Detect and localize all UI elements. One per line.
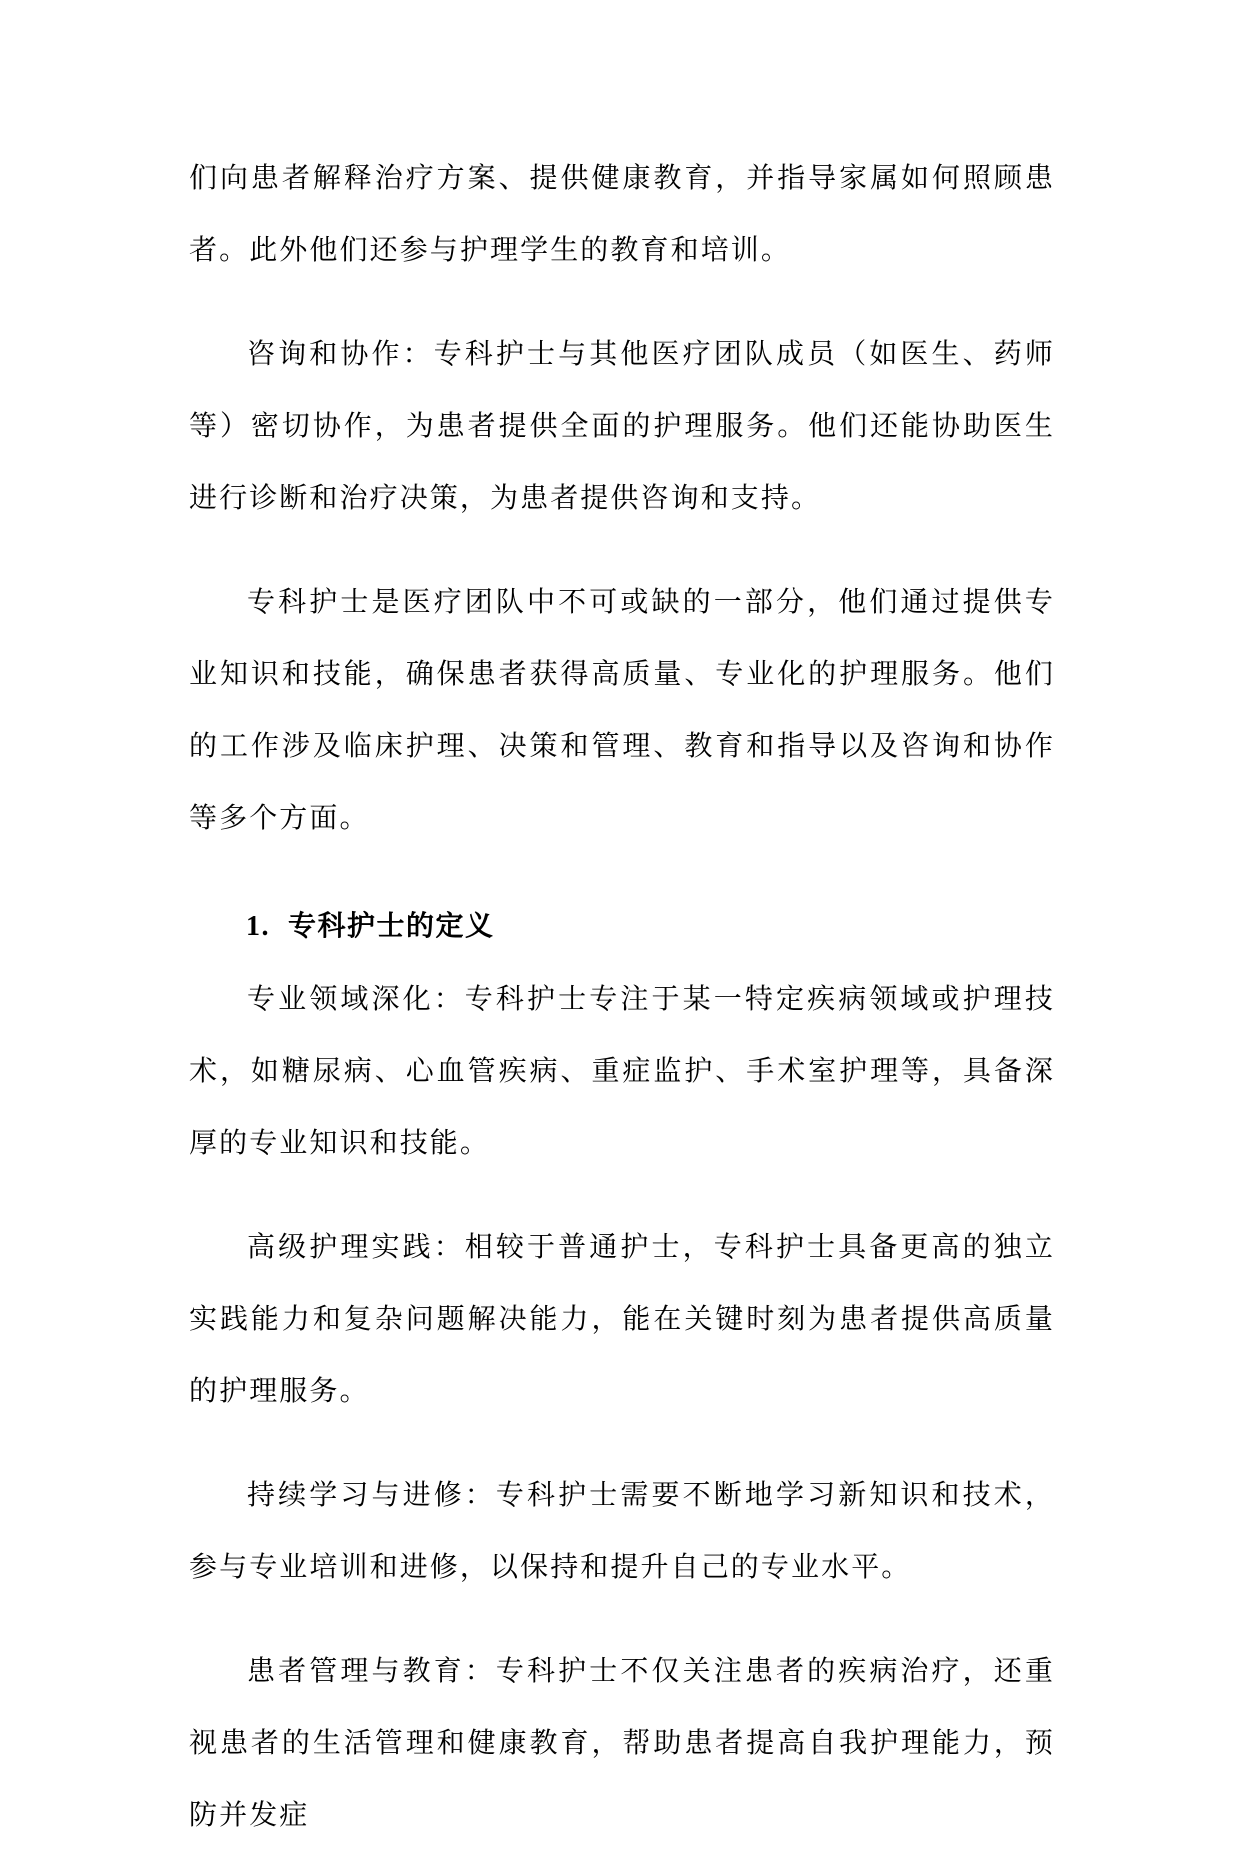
section-number: 1. bbox=[246, 911, 270, 942]
paragraph-continuation: 们向患者解释治疗方案、提供健康教育，并指导家属如何照顾患者。此外他们还参与护理学生的教育和培训。 bbox=[189, 161, 1055, 266]
section-heading bbox=[189, 890, 1055, 963]
paragraph-patient-management: 患者管理与教育：专科护士不仅关注患者的疾病治疗，还重视患者的生活管理和健康教育，帮助患者提高自我护理能力，预防并发症 bbox=[189, 1654, 1055, 1831]
paragraph-summary: 专科护士是医疗团队中不可或缺的一部分，他们通过提供专业知识和技能，确保患者获得高质量、专业化的护理服务。他们的工作涉及临床护理、决策和管理、教育和指导以及咨询和协作等多个方面。 bbox=[189, 585, 1055, 834]
section-title: 专科护士的定义 bbox=[288, 909, 495, 942]
paragraph-specialization: 专业领域深化：专科护士专注于某一特定疾病领域或护理技术，如糖尿病、心血管疾病、重症监护、手术室护理等，具备深厚的专业知识和技能。 bbox=[189, 982, 1055, 1159]
paragraph-continuing-education: 持续学习与进修：专科护士需要不断地学习新知识和技术，参与专业培训和进修，以保持和提升自己的专业水平。 bbox=[189, 1478, 1055, 1583]
paragraph-advanced-practice: 高级护理实践：相较于普通护士，专科护士具备更高的独立实践能力和复杂问题解决能力，能在关键时刻为患者提供高质量的护理服务。 bbox=[189, 1230, 1055, 1407]
paragraph-consultation-collaboration: 咨询和协作：专科护士与其他医疗团队成员（如医生、药师等）密切协作，为患者提供全面的护理服务。他们还能协助医生进行诊断和治疗决策，为患者提供咨询和支持。 bbox=[189, 337, 1055, 514]
document-body bbox=[189, 142, 1055, 1851]
